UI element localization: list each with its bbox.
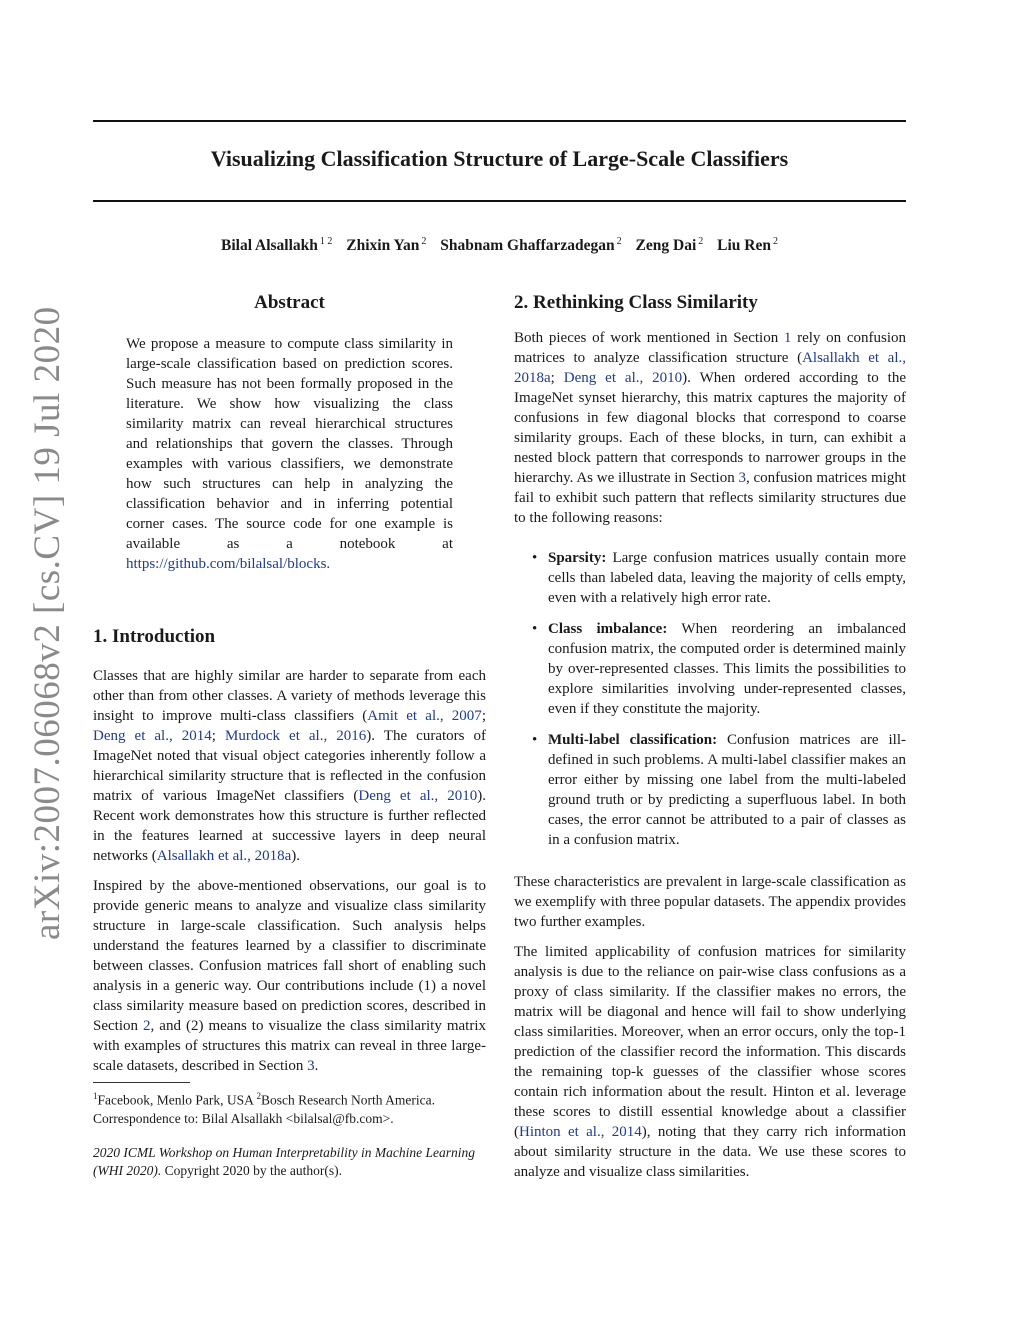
venue-note: 2020 ICML Workshop on Human Interpretability in Machine Learning (WHI 2020). Copyright 2020 by the author(s). xyxy=(93,1144,475,1178)
section2-paragraph: The limited applicability of confusion matrices for similarity analysis is due to the reliance on pair-wise class confusions as a proxy of class similarity. If the classifier makes no errors, the matrix will be diagonal and hence will fail to show underlying class similarities. Moreover, when an error occurs, only the top-1 prediction of the classifier record the information. This discards the remaining top-k guesses of the classifier whose scores contain rich information about the result. Hinton et al. leverage these scores to distill essential knowledge about a classifier (Hinton et al., 2014), noting that they carry rich information about similarity structure in the data. We use these scores to analyze and visualize class similarities. xyxy=(514,944,906,1180)
citation-link[interactable]: Alsallakh et al., 2018a xyxy=(156,848,292,864)
citation-link[interactable]: Murdock et al., 2016 xyxy=(225,728,367,744)
citation-link[interactable]: Hinton et al., 2014 xyxy=(519,1124,642,1140)
paper-title: Visualizing Classification Structure of Large-Scale Classifiers xyxy=(210,146,789,171)
reasons-list xyxy=(514,548,906,850)
citation-link[interactable]: Deng et al., 2010 xyxy=(563,370,683,386)
left-column xyxy=(93,290,486,1180)
list-item: • Multi-label classification: Confusion matrices are ill-defined in such problems. A multi-label classifier makes an error either by missing one label from the multi-labeled ground truth or by predicting a superfluous label. In both cases, the error cannot be attributed to a pair of classes as in a confusion matrix. xyxy=(514,730,906,850)
citation-link[interactable]: Amit et al., 2007 xyxy=(367,708,482,724)
author-list xyxy=(93,236,906,255)
citation-link[interactable]: Deng et al., 2014 xyxy=(93,728,212,744)
section-ref-link[interactable]: 3 xyxy=(738,470,746,486)
section-ref-link[interactable]: 2 xyxy=(143,1018,151,1034)
arxiv-identifier: arXiv:2007.06068v2 [cs.CV] 19 Jul 2020 xyxy=(27,306,68,940)
citation-link[interactable]: Deng et al., 2010 xyxy=(358,788,478,804)
intro-heading: 1. Introduction xyxy=(93,626,216,647)
author: Bilal Alsallakh $^{1 2}$ xyxy=(221,236,333,255)
footnote-rule xyxy=(93,1082,190,1083)
section2-heading: 2. Rethinking Class Similarity xyxy=(514,292,758,313)
abstract-body: We propose a measure to compute class similarity in large-scale classification based on prediction scores. Such measure has not been formally proposed in the literature. We show how visualizing the class similarity matrix can reveal hierarchical structures and relationships that govern the classes. Through examples with various classifiers, we demonstrate how such structures can help in analyzing the classification behavior and in inferring potential corner cases. The source code for one example is available as a notebook at https://github.com/bilalsal/blocks. xyxy=(126,336,453,572)
abstract-heading: Abstract xyxy=(254,292,325,313)
author: Shabnam Ghaffarzadegan $^2$ xyxy=(440,236,622,255)
github-link[interactable]: https://github.com/bilalsal/blocks. xyxy=(126,556,331,572)
author: Zeng Dai $^2$ xyxy=(635,236,704,255)
author: Liu Ren $^2$ xyxy=(717,236,778,255)
right-column xyxy=(514,290,906,1182)
section-ref-link[interactable]: 1 xyxy=(783,330,792,346)
intro-paragraph: Classes that are highly similar are harder to separate from each other than from other classes. A variety of methods leverage this insight to improve multi-class classifiers (Amit et al., 2007; Deng et al., 2014; Murdock et al., 2016). The curators of ImageNet noted that visual object categories inherently follow a hierarchical similarity structure that is reflected in the confusion matrix of various ImageNet classifiers (Deng et al., 2010). Recent work demonstrates how this structure is further reflected in the features learned at successive layers in deep neural networks (Alsallakh et al., 2018a). xyxy=(93,668,487,864)
title-bottom-rule xyxy=(93,200,906,202)
list-item: • Class imbalance: When reordering an imbalanced confusion matrix, the computed order is determined mainly by over-represented classes. This limits the possibilities to explore similarities involving under-represented classes, even if they constitute the majority. xyxy=(514,619,906,719)
section2-paragraph: These characteristics are prevalent in large-scale classification as we exemplify with three popular datasets. The appendix provides two further examples. xyxy=(514,874,906,930)
intro-paragraph: Inspired by the above-mentioned observations, our goal is to provide generic means to analyze and visualize class similarity structure in large-scale classification. Such analysis helps understand the features learned by a classifier to discriminate between classes. Confusion matrices fall short of enabling such analysis in a generic way. Our contributions include (1) a novel class similarity measure based on prediction scores, described in Section 2, and (2) means to visualize the class similarity matrix with examples of structures this matrix can reveal in three large-scale datasets, described in Section 3. xyxy=(93,878,486,1074)
list-item: • Sparsity: Large confusion matrices usually contain more cells than labeled data, leaving the majority of cells empty, even with a relatively high error rate. xyxy=(514,548,906,608)
author: Zhixin Yan $^2$ xyxy=(346,236,427,255)
section2-paragraph: Both pieces of work mentioned in Section 1 rely on confusion matrices to analyze classification structure (Alsallakh et al., 2018a; Deng et al., 2010). When ordered according to the ImageNet synset hierarchy, this matrix captures the majority of confusions in few diagonal blocks that correspond to coarse similarity groups. Each of these blocks, in turn, can exhibit a nested block pattern that corresponds to narrower groups in the hierarchy. As we illustrate in Section 3, confusion matrices might fail to exhibit such pattern that reflects similarity structures due to the following reasons: xyxy=(514,330,907,526)
section-ref-link[interactable]: 3 xyxy=(307,1058,315,1074)
footnote: $^1$Facebook, Menlo Park, USA $^2$Bosch Research North America. Correspondence to: Bilal Alsallakh <bilalsal@fb.com>. xyxy=(93,1091,435,1126)
title-top-rule xyxy=(93,120,906,122)
citation-link[interactable]: Alsallakh et al., 2018a xyxy=(514,350,906,386)
